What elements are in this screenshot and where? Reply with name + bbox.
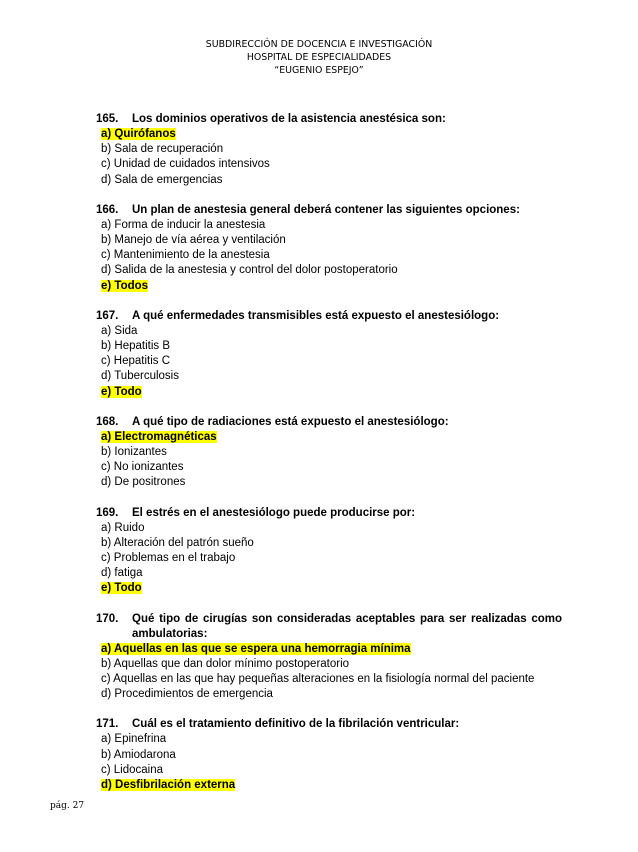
header-line-3: “EUGENIO ESPEJO” (274, 65, 364, 76)
question-text: El estrés en el anestesiólogo puede producirse por: (132, 506, 416, 519)
question-165 (96, 112, 562, 188)
question-169 (96, 506, 562, 597)
option-correct: e) Todo (101, 582, 142, 595)
question-text: Un plan de anestesia general deberá contener las siguientes opciones: (132, 203, 520, 216)
option-correct: d) Desfibrilación externa (101, 779, 236, 792)
option: c) Hepatitis C (101, 355, 171, 368)
page-number: pág. 27 (50, 801, 85, 811)
option: a) Ruido (101, 521, 145, 534)
question-167 (96, 309, 562, 400)
option: a) Sida (101, 324, 138, 337)
question-title (96, 112, 562, 127)
question-170 (96, 612, 562, 703)
option: b) Aquellas que dan dolor mínimo postoperatorio (101, 657, 350, 670)
header-line-1: SUBDIRECCIÓN DE DOCENCIA E INVESTIGACIÓN (205, 39, 433, 50)
option: c) Problemas en el trabajo (101, 552, 236, 565)
option: d) Salida de la anestesia y control del dolor postoperatorio (101, 264, 398, 277)
question-text: Qué tipo de cirugías son consideradas aceptables para ser realizadas como ambulatorias: (132, 612, 562, 640)
question-171 (96, 717, 562, 793)
option: b) Sala de recuperación (101, 143, 224, 156)
question-text: Los dominios operativos de la asistencia anestésica son: (132, 113, 446, 125)
option-correct: e) Todo (101, 385, 142, 398)
question-title (96, 612, 562, 642)
option: a) Forma de inducir la anestesia (101, 218, 266, 231)
question-number: 165. (96, 113, 119, 125)
option: d) Sala de emergencias (101, 173, 223, 186)
page-header (0, 38, 638, 77)
question-text: Cuál es el tratamiento definitivo de la fibrilación ventricular: (132, 718, 460, 731)
option-correct: a) Electromagnéticas (101, 430, 217, 443)
question-number: 171. (96, 718, 119, 731)
question-166 (96, 203, 562, 294)
option: a) Epinefrina (101, 733, 167, 746)
question-number: 168. (96, 415, 119, 428)
question-title (96, 309, 562, 324)
question-title (96, 717, 562, 732)
question-text: A qué enfermedades transmisibles está expuesto el anestesiólogo: (132, 309, 500, 322)
option: b) Alteración del patrón sueño (101, 536, 254, 549)
option: c) Aquellas en las que hay pequeñas alteraciones en la fisiología normal del paciente (101, 673, 535, 686)
question-168 (96, 415, 562, 491)
question-number: 166. (96, 203, 119, 216)
question-number: 167. (96, 309, 119, 322)
option: c) Lidocaina (101, 763, 164, 776)
option: d) De positrones (101, 476, 186, 489)
question-number: 170. (96, 612, 119, 625)
question-title (96, 506, 562, 521)
option-correct: a) Aquellas en las que se espera una hemorragia mínima (101, 642, 411, 655)
option: c) No ionizantes (101, 461, 184, 474)
question-title (96, 415, 562, 430)
question-text: A qué tipo de radiaciones está expuesto el anestesiólogo: (132, 415, 449, 428)
option: b) Hepatitis B (101, 340, 171, 353)
question-list (96, 112, 562, 808)
option: b) Ionizantes (101, 446, 167, 459)
option: b) Manejo de vía aérea y ventilación (101, 234, 286, 247)
option-correct: e) Todos (101, 279, 149, 292)
option-correct: a) Quirófanos (101, 128, 176, 140)
option: b) Amiodarona (101, 748, 176, 761)
option: c) Unidad de cuidados intensivos (101, 158, 270, 171)
option: d) Procedimientos de emergencia (101, 688, 273, 701)
question-number: 169. (96, 506, 119, 519)
header-line-2: HOSPITAL DE ESPECIALIDADES (246, 52, 392, 63)
option: d) Tuberculosis (101, 370, 179, 383)
option: c) Mantenimiento de la anestesia (101, 249, 270, 262)
question-title (96, 203, 562, 218)
option: d) fatiga (101, 567, 143, 580)
